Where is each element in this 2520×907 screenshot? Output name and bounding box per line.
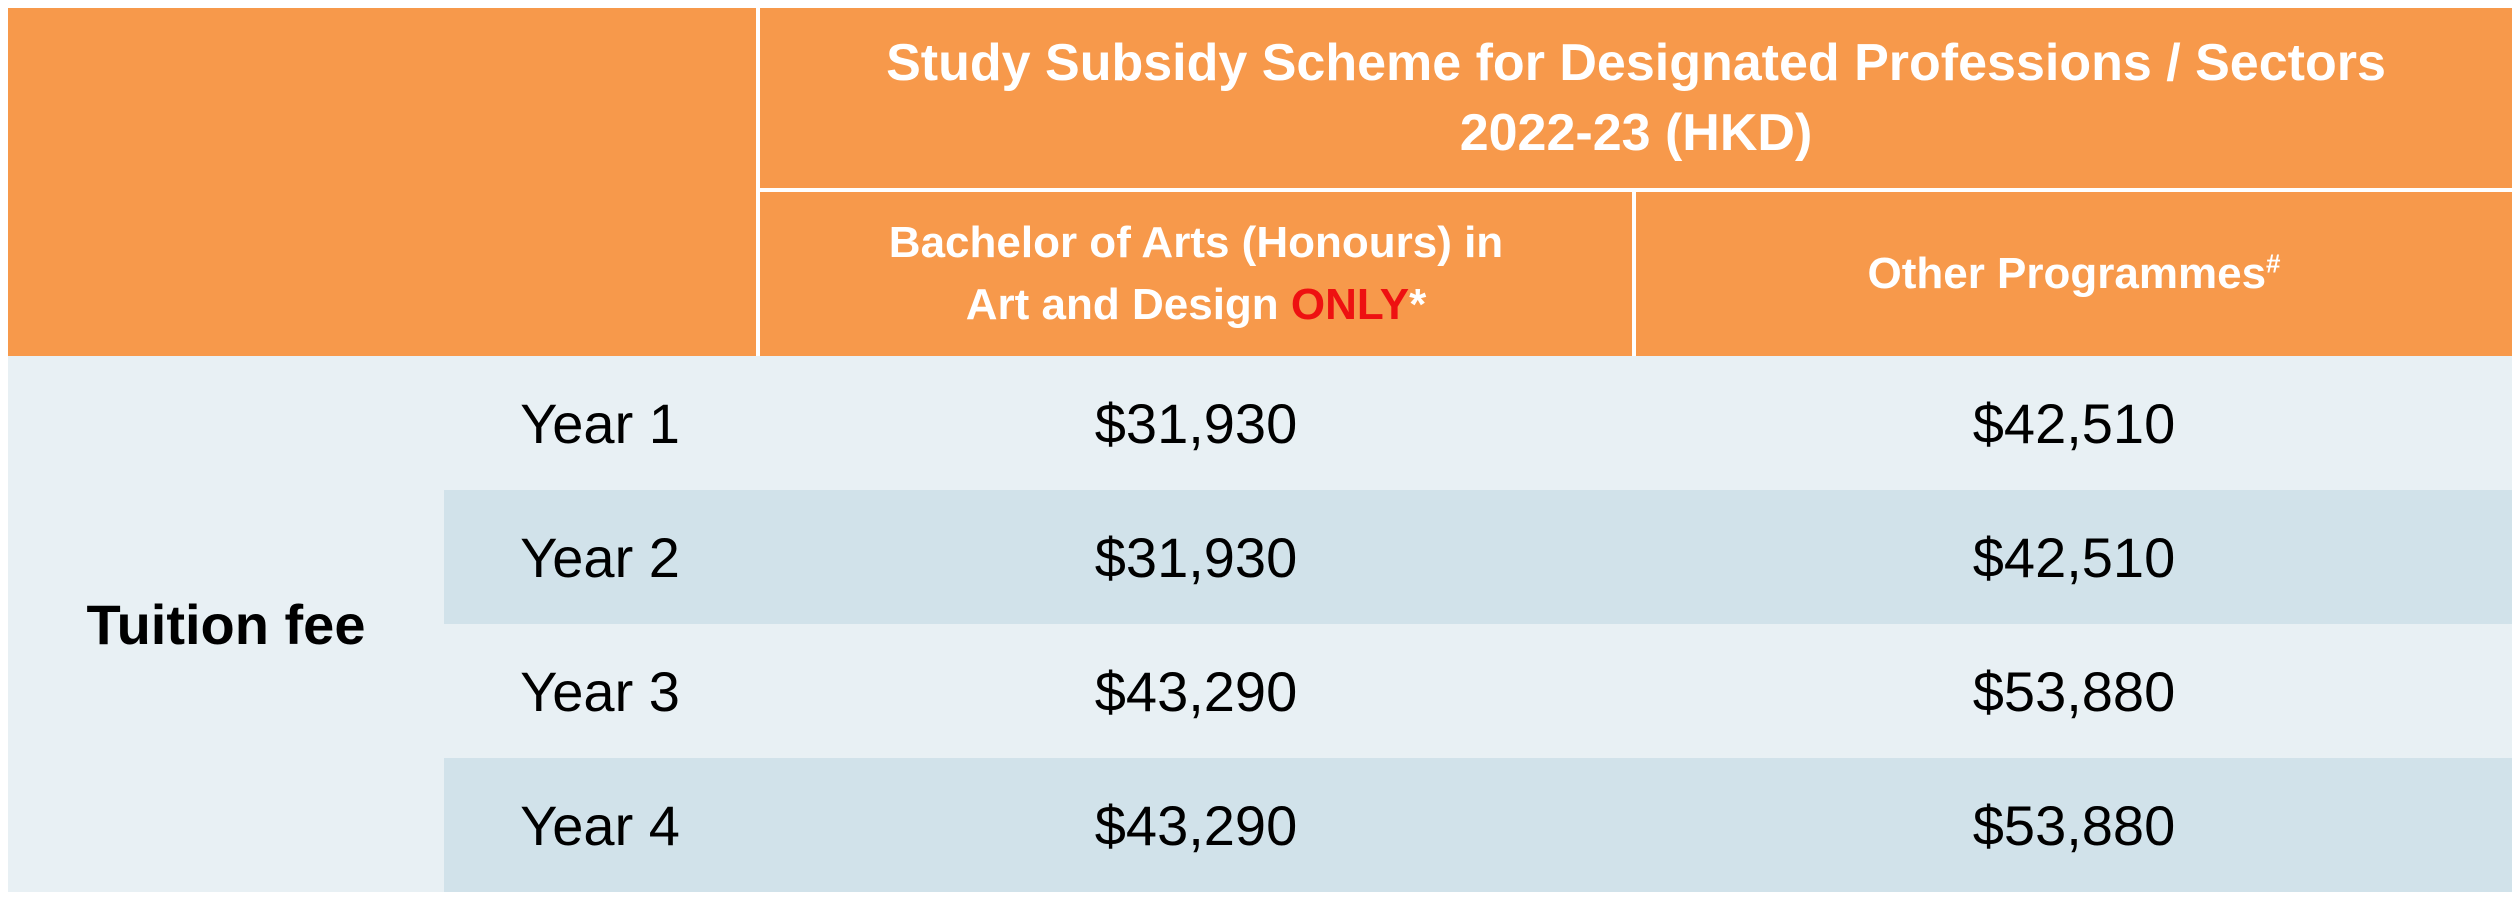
year-label: Year 3 (520, 659, 680, 723)
row-label-cell (8, 356, 444, 892)
year-label: Year 2 (520, 525, 680, 589)
column-header-other-label: Other Programmes# (1867, 248, 2281, 298)
title-line-2: 2022-23 (HKD) (1459, 104, 1813, 162)
column-header-ba-line-2: Art and Design ONLY* (965, 280, 1427, 329)
other-fee-value: $42,510 (1972, 391, 2176, 455)
table-title (760, 8, 2512, 188)
ba-fee-value: $31,930 (1094, 391, 1298, 455)
column-header-ba-art-design (760, 192, 1632, 356)
only-highlight: ONLY (1290, 280, 1410, 329)
hash-footnote-mark: # (2266, 248, 2281, 279)
title-line-1: Study Subsidy Scheme for Designated Professions / Sectors (886, 34, 2386, 92)
ba-fee-value: $43,290 (1094, 659, 1298, 723)
other-fee-value: $42,510 (1972, 525, 2176, 589)
ba-fee-value: $31,930 (1094, 525, 1298, 589)
column-header-ba-line-1: Bachelor of Arts (Honours) in (888, 218, 1504, 267)
ba-fee-value: $43,290 (1094, 793, 1298, 857)
year-label: Year 4 (520, 793, 680, 857)
tuition-fee-label: Tuition fee (86, 592, 366, 656)
table-corner-header (8, 8, 756, 356)
year-label: Year 1 (520, 391, 680, 455)
other-fee-value: $53,880 (1972, 659, 2176, 723)
other-fee-value: $53,880 (1972, 793, 2176, 857)
column-header-other-programmes (1636, 192, 2512, 356)
